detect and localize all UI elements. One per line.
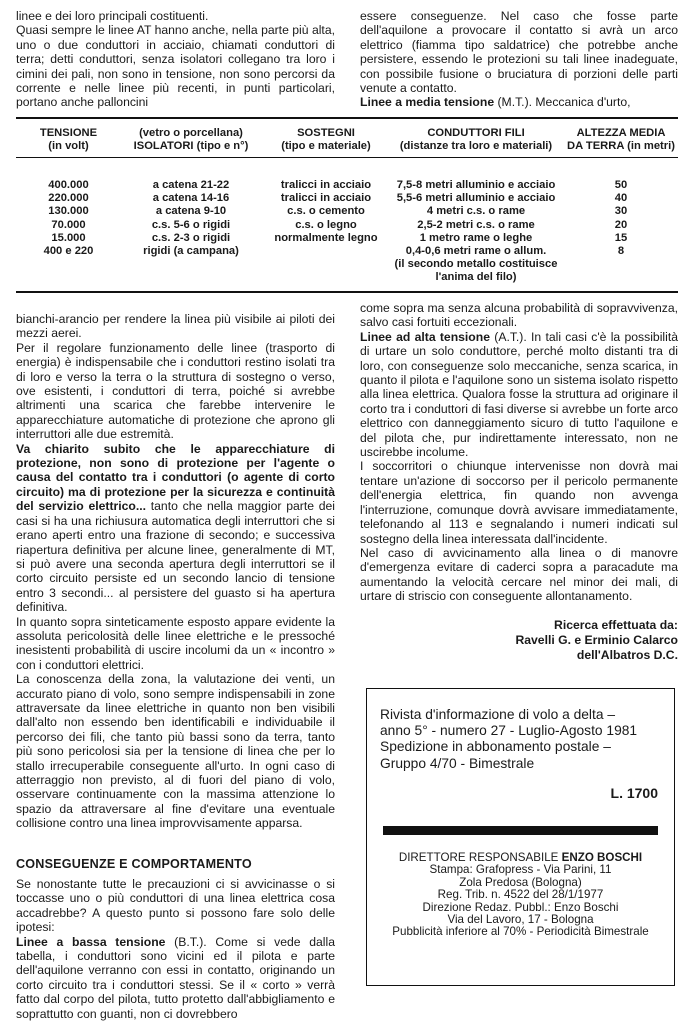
conduttori-di-terra-paragraph: Quasi sempre le linee AT hanno anche, nella parte più alta, uno o due conduttori in acciaio, chiamati conduttori di terra; detti conduttori, senza isolatori collegano tra loro i cimini dei pali, non sono in tensione, non sono percorsi da corrente e nelle linee più recenti, in punti particolari, portano anche palloncini: [16, 23, 335, 110]
table-cell: 2,5-2 metri c.s. o rame: [417, 218, 535, 231]
avvicinamento-paragraph: Nel caso di avvicinamento alla linea o di manovre d'emergenza evitare di caderci sopra a paracadute ma aumentando la velocità cercare nel minor dei mali, di urtare di striscio con conseguente allontanamento.: [360, 545, 678, 604]
section-heading: CONSEGUENZE E COMPORTAMENTO: [16, 856, 252, 871]
table-cell: 20: [614, 218, 628, 231]
bassa-tensione-text: (B.T.). Come si vede dalla tabella, i conduttori sono vicini ed il pilota e parte dell'aquilone verranno con essi in contatto, originando un corto circuito tra i conduttori stessi. Se il « corto » verrà fatto dal corpo del pilota, tutto protetto dall'abbigliamento e soprattutto con guanti, non ci dovrebbero: [16, 934, 335, 1021]
column-conduttori: [376, 179, 576, 285]
mid-right-column: [360, 301, 678, 604]
header-isolatori: (vetro o porcellana) ISOLATORI (tipo e n°): [133, 127, 249, 153]
director-line: DIRETTORE RESPONSABILE ENZO BOSCHI: [398, 851, 643, 864]
table-cell: a catena 9-10: [155, 205, 227, 218]
protezione-bold-text: Va chiarito subito che le apparecchiature di protezione, non sono di protezione per l'agente o causa del contatto tra i conduttori (o agente di corto circuito) ma di protezione per la sicurezza e continuità del servizio elettrico...: [16, 441, 335, 514]
table-cell: 220.000: [48, 192, 89, 205]
table-cell: 70.000: [51, 218, 86, 231]
colophon: DIRETTORE RESPONSABILE ENZO BOSCHI Stampa: Grafopress - Via Parini, 11 Zola Predosa (Bologna) Reg. Trib. n. 4522 del 28/1/1977 Direzione Redaz. Pubbl.: Enzo Boschi Via del Lavoro, 17 - Bologna Pubblicità inferiore al 70% - Periodicità Bimestrale: [367, 852, 674, 939]
ipotesi-paragraph: Se nonostante tutte le precauzioni ci si avvicinasse o si toccasse uno o più conduttori di una linea elettrica cosa accadrebbe? A questo punto si possono fare solo delle ipotesi:: [16, 877, 335, 935]
voltage-table: [16, 117, 678, 293]
table-cell: 5,5-6 metri alluminio e acciaio: [396, 192, 556, 205]
column-sostegni: [256, 179, 396, 245]
alta-tensione-paragraph: [360, 330, 678, 460]
table-cell: 15.000: [51, 231, 86, 244]
table-cell: a catena 14-16: [152, 192, 230, 205]
table-cell: c.s. 5-6 o rigidi: [151, 218, 231, 231]
bassa-tensione-heading: Linee a bassa tensione: [16, 934, 166, 949]
credit-authors: Ravelli G. e Erminio Calarco: [515, 633, 678, 647]
alta-tensione-text: (A.T.). In tali casi c'è la possibilità di urtare un solo conduttore, perché molto distanti tra di loro, con conseguenze solo meccaniche, senza scarica, in quanto il pilota e l'aquilone sono un sistema isolato rispetto alla linea elettrica. Qualora fosse la struttura ad originare il corto tra i conduttori di fasi diverse si avrebbe un forte arco elettrico con danneggiamento sicuro di tutto l'aquilone e del pilota che, pur indirettamente interessato, non ne uscirebbe incolume.: [360, 329, 678, 460]
table-cell: 40: [614, 192, 628, 205]
table-cell: 1 metro rame o leghe: [419, 231, 533, 244]
intro-line: linee e dei loro principali costituenti.: [16, 9, 209, 23]
table-cell: 7,5-8 metri alluminio e acciaio: [396, 179, 556, 191]
bassa-tensione-paragraph: [16, 935, 335, 1021]
table-cell: 30: [614, 205, 628, 218]
credit-label: Ricerca effettuata da:: [554, 618, 678, 632]
table-cell: 130.000: [48, 205, 89, 218]
table-cell: a catena 21-22: [152, 179, 230, 191]
table-cell: 400 e 220: [43, 245, 94, 258]
media-tensione-heading: Linee a media tensione: [360, 95, 495, 110]
column-altezza: [564, 179, 678, 258]
table-cell: rigidi (a campana): [143, 245, 239, 258]
table-cell: c.s. o legno: [295, 218, 357, 231]
header-altezza: ALTEZZA MEDIA DA TERRA (in metri): [567, 127, 675, 153]
table-cell: l'anima del filo): [435, 271, 517, 284]
divider-bar: [383, 826, 658, 835]
arco-elettrico-paragraph: essere conseguenze. Nel caso che fosse parte dell'aquilone a provocare il contatto si avrà un arco elettrico (fiamma tipo saldatrice) che potrebbe anche persistere, essendo le protezioni su tali linee inadeguate, con possibile fusione o bruciatura di porzioni delle parti venute a contatto.: [360, 9, 678, 96]
table-cell: (il secondo metallo costituisce: [394, 258, 558, 271]
magazine-info-box: [366, 688, 675, 986]
soccorritori-paragraph: I soccorritori o chiunque intervenisse non dovrà mai tentare un'azione di soccorso per il pericolo permanente dell'energia elettrica, fin quando non avvenga l'interruzione, comunque dovrà avvisare immediatamente, telefonando al 113 e segnalando i numeri indicati sul sostegno della linea interessata dall'incidente.: [360, 459, 678, 546]
column-tensione: [16, 179, 121, 258]
sopravvivenza-paragraph: come sopra ma senza alcuna probabilità di sopravvivenza, salvo casi fortuiti eccezionali.: [360, 301, 678, 330]
table-cell: 400.000: [48, 179, 89, 191]
media-tensione-text: (M.T.). Meccanica d'urto,: [494, 95, 631, 110]
header-sostegni: SOSTEGNI (tipo e materiale): [281, 127, 371, 153]
top-right-column: [360, 9, 678, 110]
protezione-text: tanto che nella maggior parte dei casi si ha una richiusura automatica degli interruttori che si erano aperti entro una frazione di secondo; e successiva riapertura definitiva per alcune linee, generalmente di MT, si può avere una seconda apertura degli interruttori se il corto circuito persiste ed un secondo lancio di tensione entro 3 secondi... al persistere del guasto si ha apertura definitiva.: [16, 499, 335, 615]
alta-tensione-heading: Linee ad alta tensione: [360, 329, 490, 344]
table-cell: 8: [617, 245, 625, 258]
pericolosita-paragraph: In quanto sopra sinteticamente esposto appare evidente la assoluta pericolosità delle linee elettriche e le pressoché inesistenti probabilità di uscire incolumi da un « incontro » con i conduttori elettrici.: [16, 614, 335, 672]
header-conduttori: CONDUTTORI FILI (distanze tra loro e materiali): [399, 127, 553, 153]
media-tensione-paragraph: [360, 95, 678, 109]
conoscenza-zona-paragraph: La conoscenza della zona, la valutazione dei venti, un accurato piano di volo, sono sempre indispensabili in zone attraversate da linee elettriche in quanto non ben visibili dall'alto non essendo ben identificabili e individuabile il percorso dei fili, che tanto più bassi sono da terra, tanto più sono pericolosi sia per la tensione di linea che per lo stallo irrecuperabile conseguente all'urto. In ogni caso di atterraggio non previsto, al di fuori del piano di volo, osservare continuamente con la massima attenzione lo spazio da attraversare al fine d'evitare una eventuale collisione contro una linea improvvisamente apparsa.: [16, 672, 335, 831]
funzionamento-paragraph: Per il regolare funzionamento delle linee (trasporto di energia) è indispensabile che i conduttori restino isolati tra di loro e verso la terra o la struttura di sostegno o verso, ove esistenti, i conduttori di terra, poiché si avrebbe altrimenti una scarica che farebbe intervenire le apparecchiature automatiche di protezione che aprono gli interruttori alle due estremità.: [16, 340, 335, 442]
palloncini-paragraph: bianchi-arancio per rendere la linea più visibile ai piloti dei mezzi aerei.: [16, 312, 335, 341]
column-isolatori: [111, 179, 271, 258]
table-cell: tralicci in acciaio: [280, 179, 372, 191]
table-cell: normalmente legno: [274, 231, 378, 244]
price-label: L. 1700: [610, 785, 658, 801]
table-cell: 0,4-0,6 metri rame o allum.: [405, 245, 547, 258]
mid-left-column: [16, 312, 335, 1021]
table-cell: tralicci in acciaio: [280, 192, 372, 205]
table-cell: 15: [614, 231, 628, 244]
table-cell: c.s. 2-3 o rigidi: [151, 231, 231, 244]
table-cell: 50: [614, 179, 628, 191]
table-cell: 4 metri c.s. o rame: [426, 205, 526, 218]
research-credit: [360, 618, 678, 663]
top-left-column: [16, 9, 335, 110]
header-tensione: TENSIONE (in volt): [39, 127, 98, 153]
magazine-info-text: Rivista d'informazione di volo a delta – anno 5° - numero 27 - Luglio-Agosto 1981 Spedizione in abbonamento postale – Gruppo 4/70 - Bimestrale: [380, 707, 638, 771]
table-cell: c.s. o cemento: [287, 205, 365, 218]
protezione-paragraph: [16, 442, 335, 615]
credit-club: dell'Albatros D.C.: [576, 648, 678, 662]
